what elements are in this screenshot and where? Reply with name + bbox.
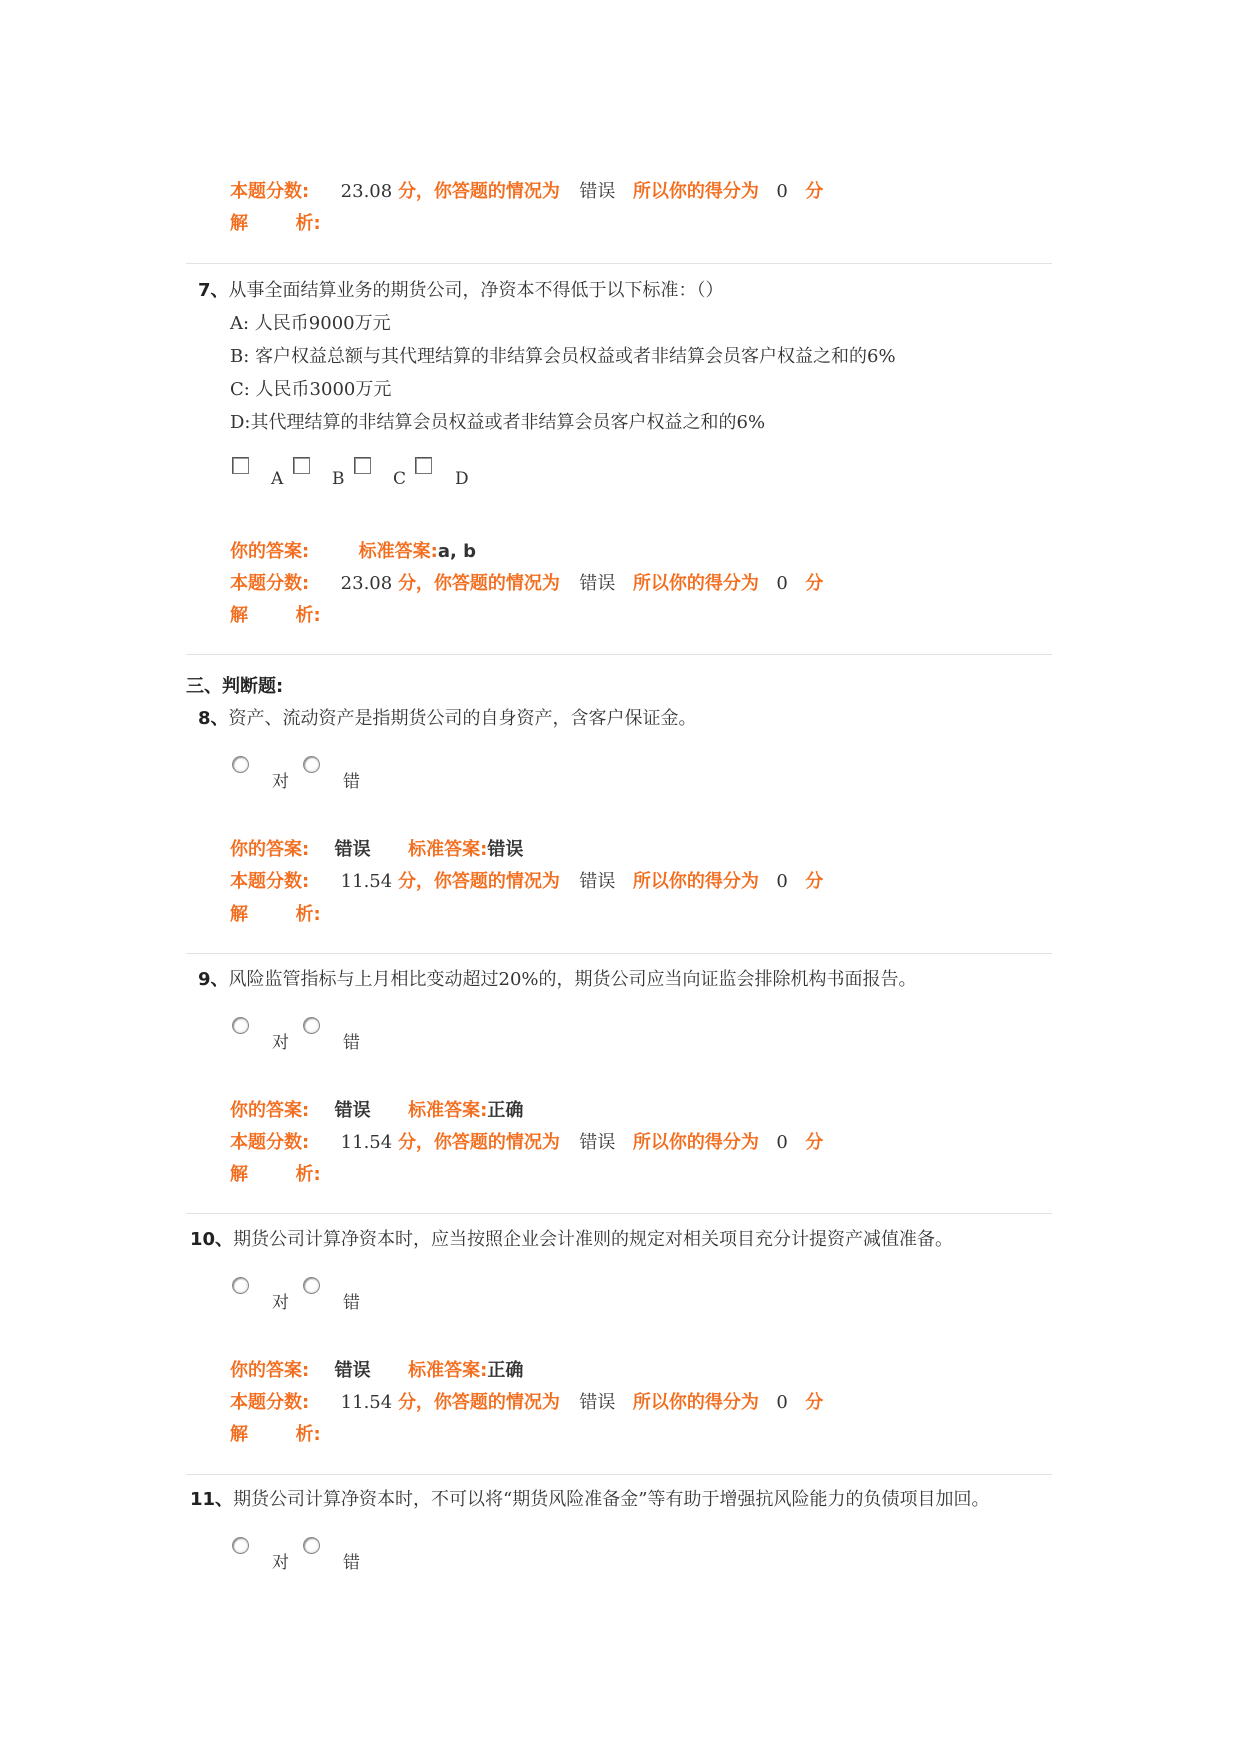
your-answer-label: 你的答案: (230, 1100, 310, 1121)
checkbox-c[interactable] (354, 457, 371, 474)
points-unit: 分 (805, 1132, 824, 1153)
q10-analysis-line (230, 1423, 321, 1447)
points-value: 0 (776, 181, 788, 202)
radio-false[interactable] (303, 1277, 320, 1294)
score-label: 本题分数: (230, 573, 310, 594)
points-value: 0 (776, 1392, 788, 1413)
your-answer-label: 你的答案: (230, 839, 310, 860)
analysis-label-2: 析: (295, 213, 321, 234)
standard-answer-label: 标准答案: (408, 839, 488, 860)
choice-label-a: A (271, 469, 284, 489)
analysis-label: 解 (230, 1424, 248, 1445)
question-number: 10、 (190, 1229, 234, 1250)
q10-answer-line (230, 1359, 523, 1383)
points-unit: 分 (805, 1392, 824, 1413)
points-value: 0 (776, 573, 788, 594)
your-answer-label: 你的答案: (230, 541, 310, 562)
question-number: 11、 (190, 1489, 234, 1510)
answer-status: 错误 (579, 1132, 616, 1153)
points-unit: 分 (805, 871, 824, 892)
question-10 (190, 1228, 953, 1252)
points-unit: 分 (805, 573, 824, 594)
score-mid-text: 分，你答题的情况为 (397, 1132, 560, 1153)
your-answer-label: 你的答案: (230, 1360, 310, 1381)
q6-score-line (230, 180, 823, 204)
standard-answer-value: a, b (437, 541, 477, 562)
your-answer-value: 错误 (334, 1100, 371, 1121)
analysis-label: 解 (230, 904, 248, 925)
answer-status: 错误 (579, 181, 616, 202)
checkbox-b[interactable] (293, 457, 310, 474)
divider (186, 1213, 1052, 1214)
score-value: 11.54 (340, 1392, 393, 1413)
q9-score-line (230, 1131, 823, 1155)
q6-analysis-line (230, 212, 321, 236)
score-value: 23.08 (340, 573, 393, 594)
q7-answer-line (230, 540, 476, 564)
question-text: 期货公司计算净资本时，应当按照企业会计准则的规定对相关项目充分计提资产减值准备。 (233, 1229, 954, 1250)
radio-label-true: 对 (272, 1033, 289, 1053)
choice-label-c: C (393, 469, 407, 489)
result-text: 所以你的得分为 (632, 1132, 759, 1153)
result-text: 所以你的得分为 (632, 1392, 759, 1413)
radio-true[interactable] (232, 756, 249, 773)
analysis-label: 解 (230, 605, 248, 626)
result-text: 所以你的得分为 (632, 573, 759, 594)
radio-label-false: 错 (343, 772, 360, 792)
question-11 (190, 1488, 989, 1512)
your-answer-value: 错误 (334, 1360, 371, 1381)
radio-true[interactable] (232, 1017, 249, 1034)
points-value: 0 (776, 1132, 788, 1153)
radio-label-true: 对 (272, 1293, 289, 1313)
q9-analysis-line (230, 1163, 321, 1187)
radio-false[interactable] (303, 1017, 320, 1034)
analysis-label: 解 (230, 213, 248, 234)
q7-option-a: A: 人民币9000万元 (230, 313, 391, 334)
score-mid-text: 分，你答题的情况为 (397, 871, 560, 892)
question-number: 9、 (198, 969, 229, 990)
choice-label-b: B (332, 469, 345, 489)
result-text: 所以你的得分为 (632, 181, 759, 202)
question-9 (198, 968, 917, 992)
analysis-label: 解 (230, 1164, 248, 1185)
q7-option-d: D:其代理结算的非结算会员权益或者非结算会员客户权益之和的6% (230, 412, 766, 433)
analysis-label-2: 析: (295, 605, 321, 626)
radio-false[interactable] (303, 1537, 320, 1554)
question-text: 风险监管指标与上月相比变动超过20%的，期货公司应当向证监会排除机构书面报告。 (228, 969, 917, 990)
answer-status: 错误 (579, 871, 616, 892)
score-label: 本题分数: (230, 871, 310, 892)
score-value: 23.08 (340, 181, 393, 202)
your-answer-value: 错误 (334, 839, 371, 860)
checkbox-a[interactable] (232, 457, 249, 474)
standard-answer-label: 标准答案: (408, 1360, 488, 1381)
q8-analysis-line (230, 903, 321, 927)
q7-option-c: C: 人民币3000万元 (230, 379, 392, 400)
radio-label-false: 错 (343, 1293, 360, 1313)
question-text: 期货公司计算净资本时，不可以将“期货风险准备金”等有助于增强抗风险能力的负债项目加回。 (233, 1489, 990, 1510)
score-label: 本题分数: (230, 181, 310, 202)
points-unit: 分 (805, 181, 824, 202)
q7-option-b: B: 客户权益总额与其代理结算的非结算会员权益或者非结算会员客户权益之和的6% (230, 346, 896, 367)
divider (186, 1474, 1052, 1475)
radio-label-true: 对 (272, 772, 289, 792)
answer-status: 错误 (579, 1392, 616, 1413)
q8-answer-line (230, 838, 523, 862)
score-value: 11.54 (340, 1132, 393, 1153)
q7-analysis-line (230, 604, 321, 628)
score-label: 本题分数: (230, 1392, 310, 1413)
standard-answer-value: 正确 (487, 1360, 524, 1381)
points-value: 0 (776, 871, 788, 892)
q10-score-line (230, 1391, 823, 1415)
section-title: 三、判断题: (186, 676, 284, 697)
question-text: 从事全面结算业务的期货公司，净资本不得低于以下标准：（） (228, 280, 724, 301)
radio-label-false: 错 (343, 1553, 360, 1573)
result-text: 所以你的得分为 (632, 871, 759, 892)
question-number: 8、 (198, 708, 229, 729)
score-mid-text: 分，你答题的情况为 (397, 181, 560, 202)
radio-true[interactable] (232, 1537, 249, 1554)
q9-answer-line (230, 1099, 523, 1123)
q7-score-line (230, 572, 823, 596)
score-mid-text: 分，你答题的情况为 (397, 573, 560, 594)
score-value: 11.54 (340, 871, 393, 892)
analysis-label-2: 析: (295, 904, 321, 925)
standard-answer-label: 标准答案: (358, 541, 438, 562)
analysis-label-2: 析: (295, 1164, 321, 1185)
radio-label-false: 错 (343, 1033, 360, 1053)
question-8 (198, 707, 697, 731)
divider (186, 263, 1052, 264)
radio-false[interactable] (303, 756, 320, 773)
radio-true[interactable] (232, 1277, 249, 1294)
checkbox-d[interactable] (415, 457, 432, 474)
score-label: 本题分数: (230, 1132, 310, 1153)
answer-status: 错误 (579, 573, 616, 594)
standard-answer-value: 错误 (487, 839, 524, 860)
choice-label-d: D (455, 469, 469, 489)
standard-answer-label: 标准答案: (408, 1100, 488, 1121)
analysis-label-2: 析: (295, 1424, 321, 1445)
standard-answer-value: 正确 (487, 1100, 524, 1121)
divider (186, 953, 1052, 954)
question-number: 7、 (198, 280, 229, 301)
score-mid-text: 分，你答题的情况为 (397, 1392, 560, 1413)
question-text: 资产、流动资产是指期货公司的自身资产，含客户保证金。 (228, 708, 697, 729)
question-7 (198, 279, 724, 303)
divider (186, 654, 1052, 655)
q8-score-line (230, 870, 823, 894)
radio-label-true: 对 (272, 1553, 289, 1573)
